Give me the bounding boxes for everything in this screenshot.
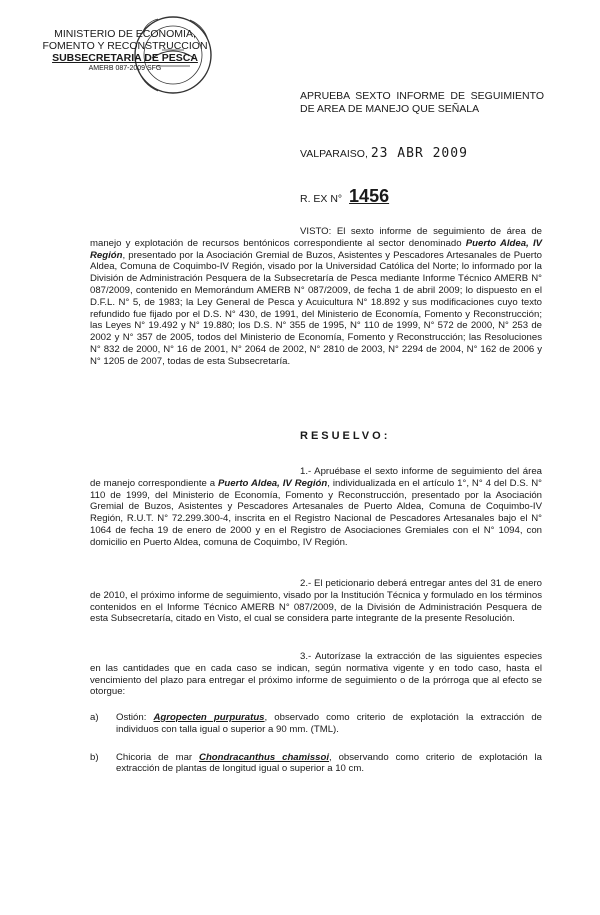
species-list: [90, 712, 542, 791]
item-text-post: , observado como criterio de explotación la extracción de individuos con talla igual o superior a 90 mm. (TML).: [116, 712, 542, 735]
resolution-article-3: [90, 651, 542, 698]
city-label: VALPARAISO,: [300, 148, 368, 160]
place-and-date: [300, 146, 544, 161]
resolution-number: [300, 186, 389, 207]
visto-text-a: VISTO: El sexto informe de seguimiento de área de manejo y explotación de recursos bentónicos correspondiente al sector denominado: [90, 226, 542, 249]
document-subject: APRUEBA SEXTO INFORME DE SEGUIMIENTO DE AREA DE MANEJO QUE SEÑALA: [300, 90, 544, 115]
header-line-reference: AMERB 087-2009 SFG: [88, 65, 162, 72]
resuelvo-heading: RESUELVO:: [300, 430, 391, 442]
list-marker: a): [90, 712, 99, 723]
article-1-sector-name: Puerto Aldea, IV Región: [218, 477, 328, 489]
item-text-post: , observando como criterio de explotación la extracción de plantas de longitud igual o superior a 10 cm.: [116, 751, 543, 775]
header-line-fomento: FOMENTO Y RECONSTRUCCION: [42, 40, 208, 52]
species-name: Chondracanthus chamissoi: [199, 751, 330, 763]
visto-text-c: , presentado por la Asociación Gremial de Buzos, Asistentes y Pescadores Artesanales de Puerto Aldea, Comuna de Coquimbo-IV Región, visado por la Universidad Católica del Norte; lo informado por la División de Administración Pesquera de la Subsecretaría de Pesca mediante Informe Técnico AMERB N° 087/2009, contenido en Memorándum AMERB N° 087/2009, de fecha 1 de abril 2009; lo dispuesto en el D.F.L. N° 5, de 1983; la Ley General de Pesca y Acuicultura N° 18.892 y sus modificaciones cuyo texto refundido fue fijado por el D.S. N° 430, de 1991, del Ministerio de Economía, Fomento y Reconstrucción; las Leyes N° 19.492 y N° 19.880; los D.S. N° 355 de 1995, N° 110 de 1999, N° 572 de 2000, N° 253 de 2002 y N° 357 de 2005, todos del Ministerio de Economía, Fomento y Reconstrucción; las Resoluciones N° 832 de 2000, N° 16 de 2001, N° 2064 de 2002, N° 2810 de 2003, N° 2294 de 2004, N° 162 de 2006 y N° 1205 de 2007, todas de esta Subsecretaría.: [90, 249, 542, 367]
header-line-subsecretaria: SUBSECRETARIA DE PESCA: [52, 52, 198, 64]
header-line-ministry: MINISTERIO DE ECONOMIA,: [54, 28, 196, 40]
visto-paragraph: [90, 226, 542, 368]
species-name: Agropecten purpuratus: [153, 712, 265, 723]
article-2-text: 2.- El peticionario deberá entregar antes del 31 de enero de 2010, el próximo informe de seguimiento, visado por la Institución Técnica y formulado en los términos contenidos en el Informe Técnico AMERB N° 087/2009, de la División de Administración Pesquera de esta Subsecretaría, citado en Visto, el cual se considera parte integrante de la presente Resolución.: [90, 578, 542, 625]
date-stamp: 23 ABR 2009: [370, 146, 468, 161]
resolution-article-1: [90, 466, 542, 549]
list-item: [90, 712, 542, 736]
list-item: [90, 752, 542, 776]
item-text-pre: Chicoria de mar: [116, 751, 200, 763]
item-text-pre: Ostión:: [116, 712, 154, 723]
ministry-header: [30, 28, 220, 73]
article-1-text-a: 1.- Apruébase el sexto informe de seguimiento del área de manejo correspondiente a: [90, 466, 542, 489]
article-1-text-c: , individualizada en el artículo 1°, N° 4 del D.S. N° 110 de 1999, del Ministerio de Economía, Fomento y Reconstrucción, presentado por la Asociación Gremial de Buzos, Asistentes y Pescadores Artesanales de Puerto Aldea, Comuna de Coquimbo-IV Región, R.U.T. N° 72.299.300-4, inscrita en el Registro Nacional de Pescadores Artesanales bajo el N° 1064 de fecha 19 de enero de 2000 y en el Registro de Asociaciones Gremiales con el N° 1094, con domicilio en Puerto Aldea, comuna de Coquimbo, IV Región.: [90, 477, 542, 548]
resolution-prefix: R. EX N°: [300, 193, 343, 205]
resolution-article-2: [90, 578, 542, 625]
article-3-text: 3.- Autorízase la extracción de las siguientes especies en las cantidades que en cada caso se indican, según normativa vigente y en todo caso, hasta el vencimiento del plazo para entregar el próximo informe de seguimiento o de la prórroga que al efecto se otorgue:: [90, 651, 542, 698]
visto-sector-name: Puerto Aldea, IV Región: [90, 237, 543, 261]
resolution-number-value: 1456: [349, 186, 390, 206]
list-marker: b): [90, 751, 99, 763]
